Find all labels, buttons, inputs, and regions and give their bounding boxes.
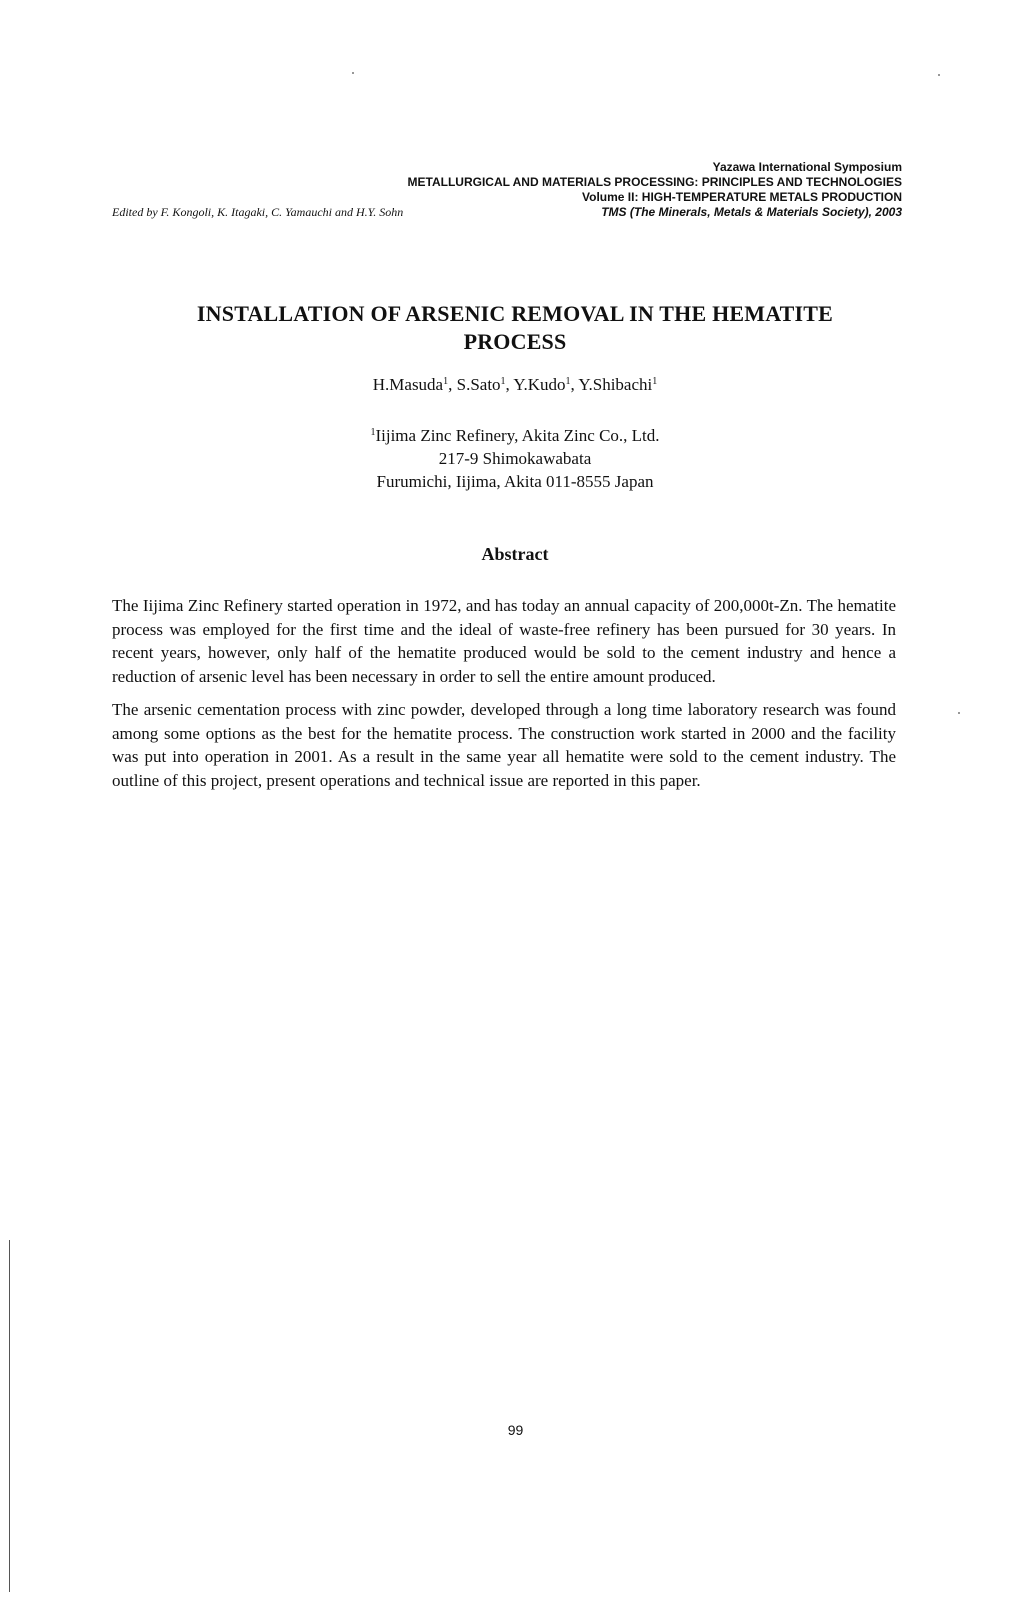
author-name: H.Masuda <box>372 375 444 394</box>
author-name: S.Sato <box>456 375 501 394</box>
symposium-name: Yazawa International Symposium <box>712 160 902 174</box>
series-title: METALLURGICAL AND MATERIALS PROCESSING: PRINCIPLES AND TECHNOLOGIES <box>407 175 902 189</box>
affiliation-city: Furumichi, Iijima, Akita 011-8555 Japan <box>376 472 654 491</box>
volume-title: Volume II: HIGH-TEMPERATURE METALS PRODUCTION <box>582 190 902 204</box>
affiliation-street: 217-9 Shimokawabata <box>438 449 592 468</box>
affiliation-block <box>120 424 910 493</box>
abstract-paragraph: The arsenic cementation process with zinc powder, developed through a long time laboratory research was found among some options as the best for the hematite process. The construction work started in 2000 and the facility was put into operation in 2001. As a result in the same year all hematite were sold to the cement industry. The outline of this project, present operations and technical issue are reported in this paper. <box>112 700 896 790</box>
author-affiliation-mark: 1 <box>500 376 506 387</box>
scan-speck <box>938 74 940 76</box>
author-affiliation-mark: 1 <box>443 376 449 387</box>
abstract-body <box>112 594 896 802</box>
paper-title <box>120 300 910 356</box>
author-affiliation-mark: 1 <box>652 376 658 387</box>
title-line-1: INSTALLATION OF ARSENIC REMOVAL IN THE HEMATITE <box>196 301 834 326</box>
author-name: Y.Kudo <box>513 375 566 394</box>
page-number: 99 <box>507 1422 524 1438</box>
affiliation-mark: 1 <box>370 427 376 438</box>
editors-line: Edited by F. Kongoli, K. Itagaki, C. Yamauchi and H.Y. Sohn <box>112 205 404 219</box>
scan-speck <box>352 72 354 74</box>
scan-margin-line <box>9 1240 10 1592</box>
publisher-line: TMS (The Minerals, Metals & Materials Society), 2003 <box>601 205 902 219</box>
abstract-paragraph: The Iijima Zinc Refinery started operation in 1972, and has today an annual capacity of 200,000t-Zn. The hematite process was employed for the first time and the ideal of waste-free refinery has been pursued for 30 years. In recent years, however, only half of the hematite produced would be sold to the cement industry and hence a reduction of arsenic level has been necessary in order to sell the entire amount produced. <box>112 596 896 686</box>
title-line-2: PROCESS <box>463 329 567 354</box>
scan-speck <box>958 712 960 714</box>
abstract-heading: Abstract <box>481 544 549 564</box>
running-header <box>112 160 902 220</box>
author-list: H.Masuda$^1$, S.Sato$^1$, Y.Kudo$^1$, Y.Shibachi$^1$ <box>372 375 658 394</box>
author-affiliation-mark: 1 <box>565 376 571 387</box>
author-name: Y.Shibachi <box>578 375 653 394</box>
affiliation-org: Iijima Zinc Refinery, Akita Zinc Co., Ltd. <box>375 426 660 445</box>
